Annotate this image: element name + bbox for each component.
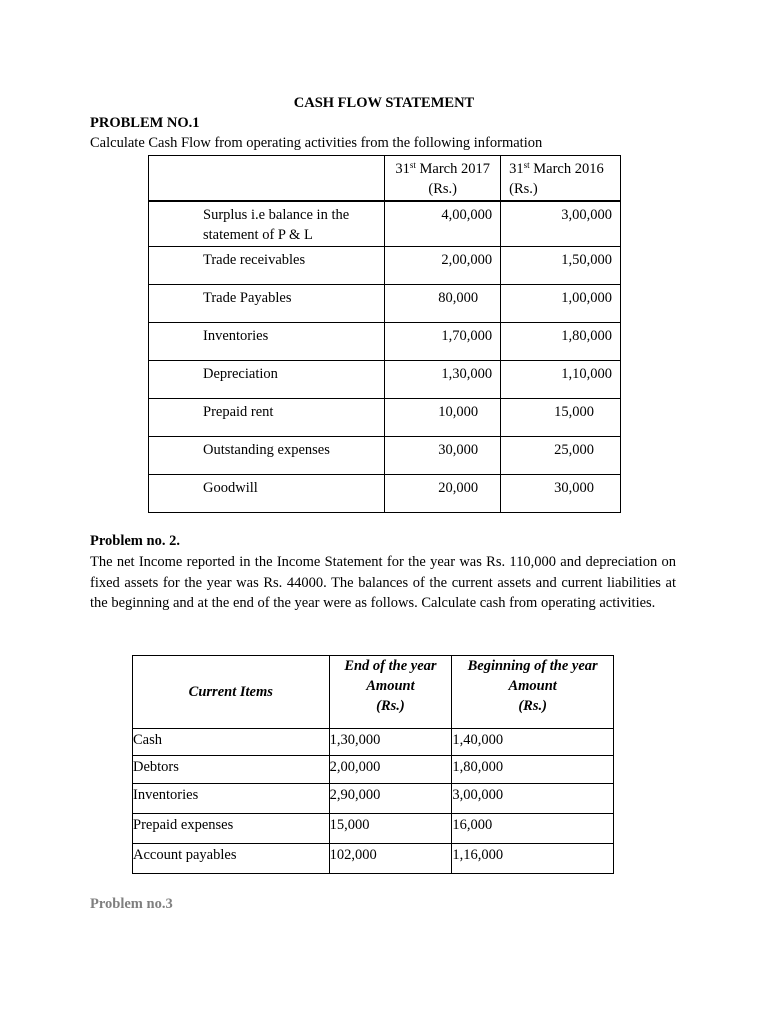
- table-row: [133, 844, 614, 874]
- begin-value-cell: 3,00,000: [452, 784, 614, 814]
- header-blank-cell: [149, 156, 385, 201]
- item-cell: Goodwill: [149, 475, 385, 513]
- item-cell: Outstanding expenses: [149, 437, 385, 475]
- header-beginning-of-year: Beginning of the year Amount (Rs.): [452, 656, 614, 729]
- table-row: [133, 814, 614, 844]
- item-cell: Inventories: [149, 323, 385, 361]
- table-row: [149, 399, 621, 437]
- value-2017-cell: 80,000: [385, 285, 501, 323]
- end-value-cell: 2,00,000: [329, 756, 452, 784]
- problem2-heading: Problem no. 2.: [90, 533, 180, 549]
- header-end-of-year: End of the year Amount (Rs.): [329, 656, 452, 729]
- value-2016-cell: 25,000: [501, 437, 621, 475]
- table-row: [149, 201, 621, 247]
- problem3-heading: Problem no.3: [90, 896, 173, 912]
- end-value-cell: 102,000: [329, 844, 452, 874]
- header-2016: 31st March 2016 (Rs.): [501, 156, 621, 201]
- table-row: [149, 323, 621, 361]
- value-2017-cell: 1,30,000: [385, 361, 501, 399]
- table-row: [133, 729, 614, 756]
- item-cell: Trade receivables: [149, 247, 385, 285]
- item-cell: Debtors: [133, 756, 330, 784]
- value-2017-cell: 10,000: [385, 399, 501, 437]
- problem1-heading: PROBLEM NO.1: [90, 115, 200, 131]
- item-cell: Prepaid expenses: [133, 814, 330, 844]
- table-row: [149, 361, 621, 399]
- value-2017-cell: 2,00,000: [385, 247, 501, 285]
- document-title: CASH FLOW STATEMENT: [293, 95, 475, 111]
- header-current-items: Current Items: [133, 656, 330, 729]
- table-row: [149, 285, 621, 323]
- end-value-cell: 15,000: [329, 814, 452, 844]
- item-cell: Surplus i.e balance in the statement of P & L: [149, 201, 385, 247]
- problem2-table: [132, 655, 614, 874]
- value-2017-cell: 1,70,000: [385, 323, 501, 361]
- value-2016-cell: 3,00,000: [501, 201, 621, 247]
- begin-value-cell: 1,40,000: [452, 729, 614, 756]
- problem1-table-header: [149, 156, 621, 201]
- problem1-intro: Calculate Cash Flow from operating activities from the following information: [90, 135, 543, 151]
- value-2016-cell: 1,80,000: [501, 323, 621, 361]
- item-cell: Cash: [133, 729, 330, 756]
- end-value-cell: 1,30,000: [329, 729, 452, 756]
- value-2016-cell: 1,10,000: [501, 361, 621, 399]
- value-2016-cell: 30,000: [501, 475, 621, 513]
- table-row: [149, 475, 621, 513]
- value-2016-cell: 1,50,000: [501, 247, 621, 285]
- item-cell: Prepaid rent: [149, 399, 385, 437]
- begin-value-cell: 1,16,000: [452, 844, 614, 874]
- table-row: [133, 784, 614, 814]
- value-2016-cell: 1,00,000: [501, 285, 621, 323]
- problem1-table: [148, 155, 621, 513]
- table-row: [149, 247, 621, 285]
- problem2-table-header: [133, 656, 614, 729]
- problem2-text: The net Income reported in the Income Statement for the year was Rs. 110,000 and depreciation on fixed assets for the year was Rs. 44000. The balances of the current assets and current liabilities at the beginning and at the end of the year were as follows. Calculate cash from operating activities.: [90, 554, 676, 612]
- begin-value-cell: 1,80,000: [452, 756, 614, 784]
- table-row: [149, 437, 621, 475]
- item-cell: Trade Payables: [149, 285, 385, 323]
- value-2017-cell: 30,000: [385, 437, 501, 475]
- value-2017-cell: 20,000: [385, 475, 501, 513]
- header-2017: 31st March 2017 (Rs.): [385, 156, 501, 201]
- value-2017-cell: 4,00,000: [385, 201, 501, 247]
- end-value-cell: 2,90,000: [329, 784, 452, 814]
- value-2016-cell: 15,000: [501, 399, 621, 437]
- item-cell: Inventories: [133, 784, 330, 814]
- begin-value-cell: 16,000: [452, 814, 614, 844]
- table-row: [133, 756, 614, 784]
- item-cell: Account payables: [133, 844, 330, 874]
- item-cell: Depreciation: [149, 361, 385, 399]
